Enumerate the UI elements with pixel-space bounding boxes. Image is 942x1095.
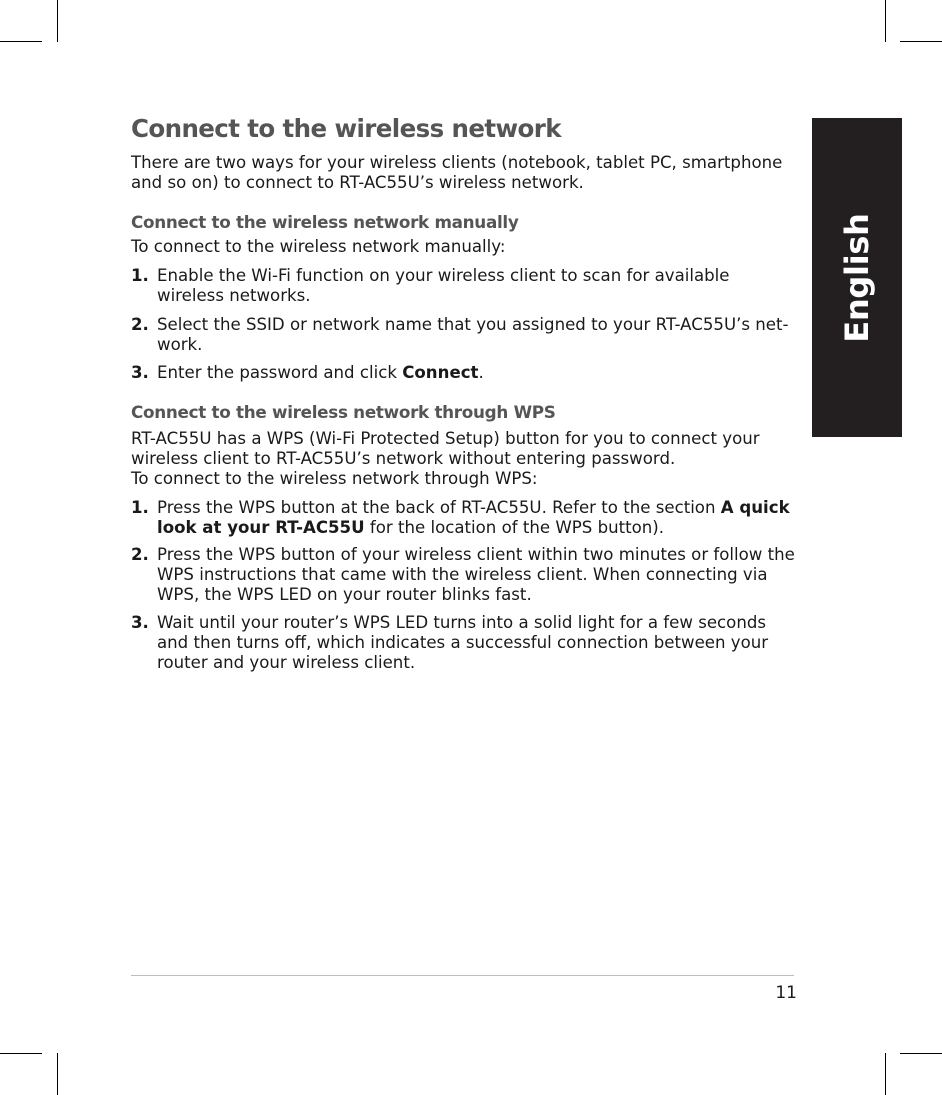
manual-step-2 [131, 315, 801, 355]
wps-heading: Connect to the wireless network through WPS [131, 402, 556, 422]
wps-step-2 [131, 545, 801, 605]
step-text: Press the WPS button at the back of RT-AC55U. Refer to the section A quick look at your RT-AC55U for the location of the WPS button). [157, 498, 790, 537]
crop-mark-br-h [900, 1053, 942, 1054]
connect-keyword: Connect [402, 363, 479, 382]
manual-step-1 [131, 266, 801, 306]
step-number: 2. [131, 545, 149, 564]
wps-step-3 [131, 613, 801, 673]
step-number: 1. [131, 498, 149, 517]
crop-mark-tl-v [57, 0, 58, 42]
language-tab-label: English [838, 212, 876, 343]
page-title: Connect to the wireless network [131, 114, 561, 143]
step-number: 1. [131, 266, 149, 285]
step-number: 3. [131, 613, 149, 632]
page-number: 11 [775, 983, 797, 1003]
step-number: 2. [131, 315, 149, 334]
crop-mark-tr-h [900, 41, 942, 42]
footer-rule [131, 975, 794, 976]
intro-paragraph: There are two ways for your wireless clients (notebook, tablet PC, smartphone and so on) to connect to RT-AC55U’s wireless network. [131, 153, 783, 192]
language-tab [812, 118, 902, 437]
crop-mark-bl-v [57, 1053, 58, 1095]
crop-mark-bl-h [0, 1053, 42, 1054]
step-text: Enter the password and click Connect. [157, 363, 484, 382]
manual-heading: Connect to the wireless network manually [131, 212, 519, 232]
wps-step-1 [131, 498, 801, 538]
step-text: Select the SSID or network name that you assigned to your RT-AC55U’s net-work. [157, 315, 789, 354]
step-text: Wait until your router’s WPS LED turns into a solid light for a few seconds and then turns off, which indicates a successful connection between your router and your wireless client. [157, 613, 769, 672]
section-reference: A quick look at your RT-AC55U [157, 498, 790, 537]
crop-mark-br-v [885, 1053, 886, 1095]
crop-mark-tl-h [0, 41, 42, 42]
wps-lead: To connect to the wireless network through WPS: [131, 469, 538, 488]
step-text: Press the WPS button of your wireless client within two minutes or follow the WPS instructions that came with the wireless client. When connecting via WPS, the WPS LED on your router blinks fast. [157, 545, 795, 604]
manual-lead: To connect to the wireless network manually: [131, 237, 506, 256]
wps-description: RT-AC55U has a WPS (Wi-Fi Protected Setup) button for you to connect your wireless client to RT-AC55U’s network without entering password. [131, 429, 760, 468]
step-text: Enable the Wi-Fi function on your wireless client to scan for available wireless networks. [157, 266, 730, 305]
step-number: 3. [131, 363, 149, 382]
crop-mark-tr-v [885, 0, 886, 42]
manual-step-3 [131, 363, 801, 383]
